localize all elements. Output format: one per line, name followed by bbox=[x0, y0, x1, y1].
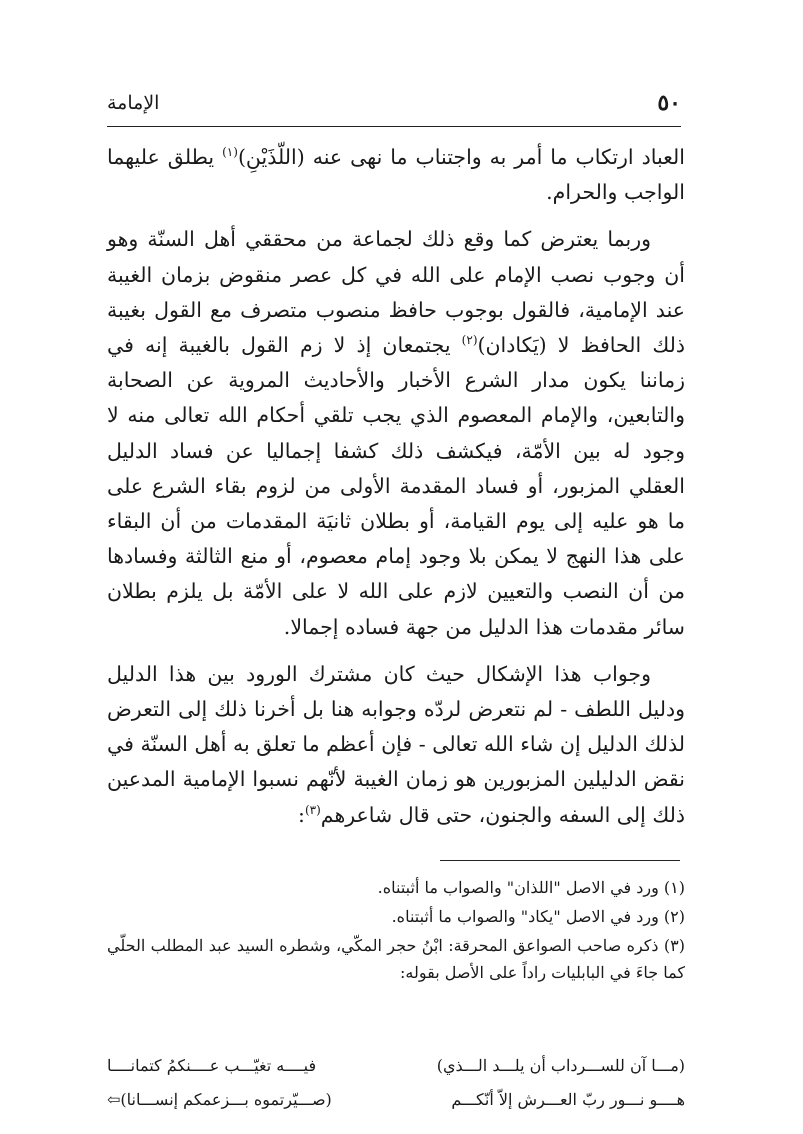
verse-2-first-hemistich: هــــو نـــور ربّ العـــرش إلاّ أنّكـــم bbox=[451, 1090, 685, 1109]
paragraph-3-text-a: وجواب هذا الإشكال حيث كان مشترك الورود بين هذا الدليل ودليل اللطف - لم نتعرض لردّه وجوابه هنا بل أخرنا ذلك إلى التعرض لذلك الدليل إن شاء الله تعالى - فإن أعظم ما تعلق به أهل السنّة في نقض الدليلين المزبورين هو زمان الغيبة لأنّهم نسبوا الإمامية المدعين ذلك إلى السفه والجنون، حتى قال شاعرهم bbox=[107, 661, 685, 827]
header-divider bbox=[107, 126, 681, 127]
paragraph-3 bbox=[107, 657, 685, 833]
verse-line-2 bbox=[107, 1090, 685, 1118]
verse-1-first-hemistich: (مـــا آن للســـرداب أن يلـــد الـــذي) bbox=[436, 1056, 685, 1075]
footnote-2: (٢) ورد في الاصل "يكاد" والصواب ما أثبتناه. bbox=[391, 907, 685, 926]
paragraph-2 bbox=[107, 222, 685, 644]
footnotes bbox=[107, 872, 685, 988]
paragraph-2-text-a: وربما يعترض كما وقع ذلك لجماعة من محققي أهل السنّة وهو أن وجوب نصب الإمام على الله في كل عصر منقوض بزمان الغيبة عند الإمامية، فالقول بوجوب حافظ منصوب متصرف مع القول بغيبة ذلك الحافظ لا (يَكادان) bbox=[107, 227, 685, 358]
footnote-1: (١) ورد في الاصل "اللذان" والصواب ما أثبتناه. bbox=[377, 878, 685, 897]
paragraph-2-text-b: يجتمعان إذ لا زم القول بالغيبة إنه في زماننا يكون مدار الشرع الأخبار والأحاديث المروية عن الصحابة والتابعين، والإمام المعصوم الذي يجب تلقي أحكام الله تعالى منه لا وجود له بين الأمّة، فيكشف ذلك كشفا إجماليا عن فساد الدليل العقلي المزبور، أو فساد المقدمة الأولى من لزوم بقاء الشرع على ما هو عليه إلى يوم القيامة، أو بطلان ثانيَة المقدمات من أن البقاء على هذا النهج لا يمكن بلا وجود إمام معصوم، أو منع الثالثة وفسادها من أن النصب والتعيين لازم على الله لا على الأمّة بل يلزم بطلان سائر مقدمات هذا الدليل من جهة فساده إجمالا. bbox=[107, 333, 685, 639]
footnote-ref-2: (٢) bbox=[461, 333, 478, 348]
page-number: ٥٠ bbox=[657, 90, 681, 116]
footnote-divider bbox=[440, 860, 680, 861]
page-header bbox=[107, 86, 681, 120]
verse-1-second-hemistich: فيــــه تغيّـــب عــــنكمُ كتمانــــا bbox=[107, 1056, 317, 1075]
verse-line-1 bbox=[107, 1056, 685, 1084]
paragraph-1-text-b: يطلق عليهما الواجب والحرام. bbox=[107, 145, 685, 205]
main-text bbox=[107, 140, 685, 833]
footnote-ref-1: (١) bbox=[222, 145, 238, 160]
running-title: الإمامة bbox=[107, 92, 160, 114]
footnote-3: (٣) ذكره صاحب الصواعق المحرقة: ابْنُ حجر المكّي، وشطره السيد عبد المطلب الحلّي كما جاءَ في البابليات راداً على الأصل بقوله: bbox=[107, 936, 685, 982]
paragraph-1-text-a: العباد ارتكاب ما أمر به واجتناب ما نهى عنه (اللّذَيْنِ) bbox=[237, 145, 685, 169]
paragraph-1 bbox=[107, 140, 685, 210]
verse-2-second-hemistich: (صـــيّرتموه بـــزعمكم إنســـانا)⇦ bbox=[107, 1090, 332, 1109]
footnote-ref-3: (٣) bbox=[304, 802, 321, 817]
paragraph-3-text-b: : bbox=[298, 802, 305, 827]
